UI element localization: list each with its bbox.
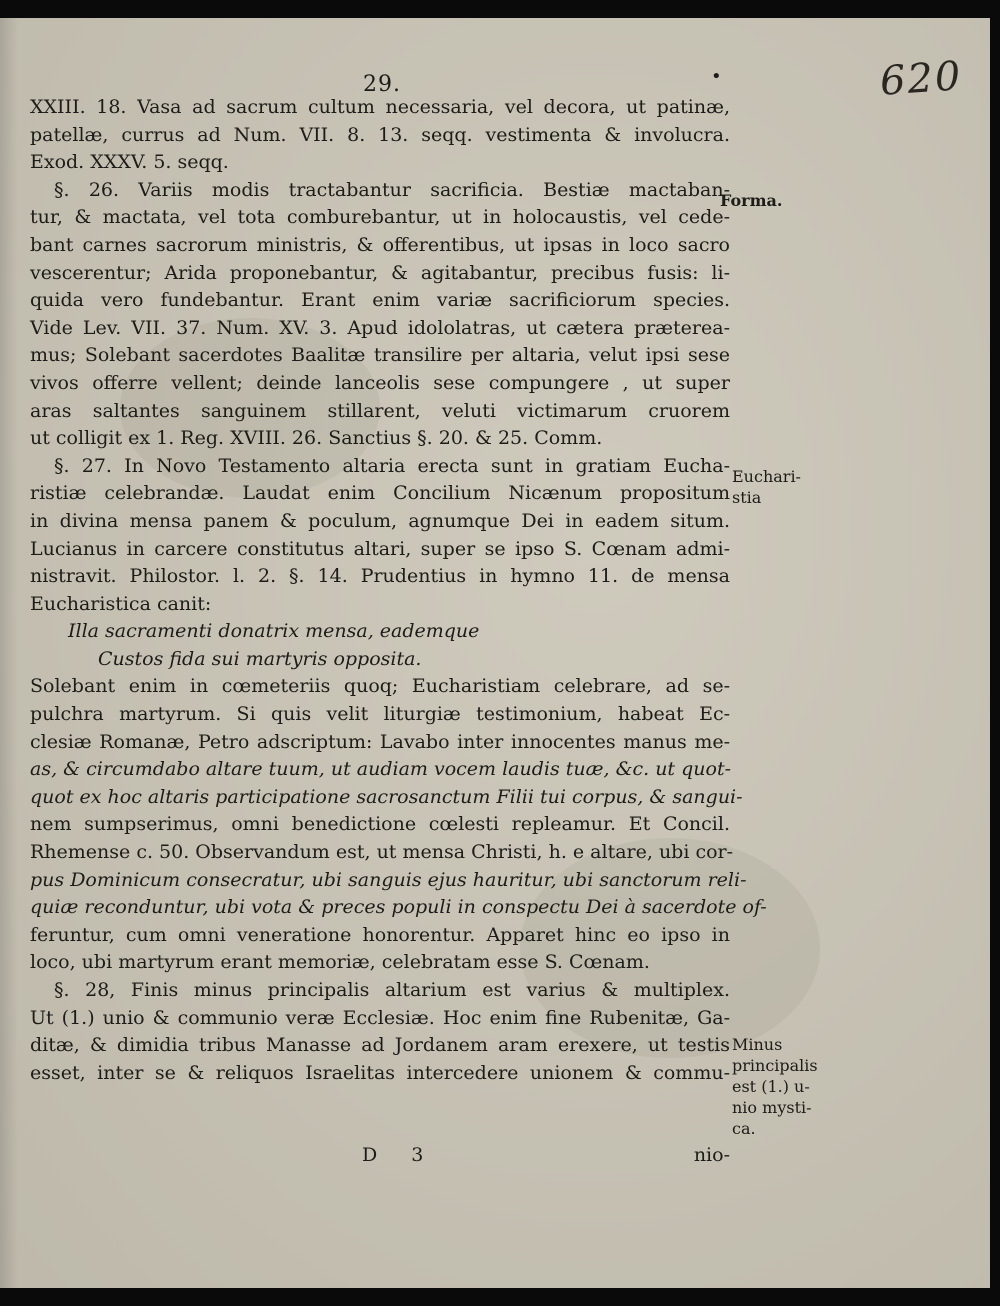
text-line: esset, inter se & reliquos Israelitas intercedere unionem & commu- xyxy=(30,1061,730,1084)
marginal-line: ca. xyxy=(732,1119,756,1138)
marginal-line: principalis xyxy=(732,1056,818,1075)
catchword: nio- xyxy=(693,1144,730,1166)
marginal-line: Minus xyxy=(732,1035,783,1054)
marginal-note-forma: Forma. xyxy=(720,191,783,210)
text-line: §. 28, Finis minus principalis altarium est varius & multiplex. xyxy=(54,979,730,1001)
text-line: Solebant enim in cœmeteriis quoq; Eucharistiam celebrare, ad se- xyxy=(30,675,730,698)
text-line: aras saltantes sanguinem stillarent, veluti victimarum cruorem xyxy=(30,399,730,422)
marginal-note-minus xyxy=(732,1034,818,1139)
text-line: nistravit. Philostor. l. 2. §. 14. Prudentius in hymno 11. de mensa xyxy=(30,565,730,588)
text-line: bant carnes sacrorum ministris, & offerentibus, ut ipsas in loco sacro xyxy=(30,233,730,256)
text-line: quot ex hoc altaris participatione sacrosanctum Filii tui corpus, & sangui- xyxy=(30,785,743,808)
text-line: Vide Lev. VII. 37. Num. XV. 3. Apud idololatras, ut cætera præterea- xyxy=(30,316,730,339)
text-line: as, & circumdabo altare tuum, ut audiam vocem laudis tuæ, &c. ut quot- xyxy=(30,758,732,781)
text-line: ristiæ celebrandæ. Laudat enim Concilium Nicænum propositum xyxy=(30,482,730,505)
text-line: ut colligit ex 1. Reg. XVIII. 26. Sanctius §. 20. & 25. Comm. xyxy=(30,427,603,450)
text-line: Rhemense c. 50. Observandum est, ut mensa Christi, h. e altare, ubi cor- xyxy=(30,841,734,864)
text-line: Exod. XXXV. 5. seqq. xyxy=(30,151,229,174)
text-line: nem sumpserimus, omni benedictione cœlesti repleamur. Et Concil. xyxy=(30,813,730,836)
text-line: §. 26. Variis modis tractabantur sacrificia. Bestiæ mactaban- xyxy=(54,178,730,201)
page-footer xyxy=(30,1144,730,1174)
text-line: quida vero fundebantur. Erant enim variæ sacrificiorum species. xyxy=(30,289,730,312)
text-line: Eucharistica canit: xyxy=(30,592,212,615)
text-line: patellæ, currus ad Num. VII. 8. 13. seqq. vestimenta & involucra. xyxy=(30,123,730,146)
text-line: tur, & mactata, vel tota comburebantur, ut in holocaustis, vel cede- xyxy=(30,206,730,229)
text-line: Ut (1.) unio & communio veræ Ecclesiæ. Hoc enim fine Rubenitæ, Ga- xyxy=(30,1006,730,1029)
verse-line: Illa sacramenti donatrix mensa, eademque xyxy=(68,620,480,643)
book-page xyxy=(0,18,990,1288)
text-line: ditæ, & dimidia tribus Manasse ad Jordanem aram erexere, ut testis xyxy=(30,1034,730,1057)
text-line: pulchra martyrum. Si quis velit liturgiæ testimonium, habeat Ec- xyxy=(30,703,730,726)
page-number: 29. xyxy=(363,72,401,97)
text-line: feruntur, cum omni veneratione honorentur. Apparet hinc eo ipso in xyxy=(30,923,730,946)
text-line: Lucianus in carcere constitutus altari, super se ipso S. Cœnam admi- xyxy=(30,537,730,560)
marginal-line: Euchari- xyxy=(732,467,801,486)
marginal-line: nio mysti- xyxy=(732,1098,812,1117)
text-line: XXIII. 18. Vasa ad sacrum cultum necessaria, vel decora, ut patinæ, xyxy=(30,96,730,118)
handwritten-folio: 620 xyxy=(878,53,964,105)
top-mark: • xyxy=(711,66,722,87)
marginal-line: est (1.) u- xyxy=(732,1077,810,1096)
text-line: quiæ reconduntur, ubi vota & preces populi in conspectu Dei à sacerdote of- xyxy=(30,896,767,919)
text-line: clesiæ Romanæ, Petro adscriptum: Lavabo inter innocentes manus me- xyxy=(30,730,730,753)
text-line: loco, ubi martyrum erant memoriæ, celebratam esse S. Cœnam. xyxy=(30,951,650,974)
text-line: pus Dominicum consecratur, ubi sanguis ejus hauritur, ubi sanctorum reli- xyxy=(30,868,747,891)
verse-line: Custos fida sui martyris opposita. xyxy=(98,647,422,670)
text-line: vescerentur; Arida proponebantur, & agitabantur, precibus fusis: li- xyxy=(30,261,730,284)
text-line: vivos offerre vellent; deinde lanceolis sese compungere , ut super xyxy=(30,371,730,394)
marginal-line: stia xyxy=(732,488,762,507)
text-line: §. 27. In Novo Testamento altaria erecta sunt in gratiam Eucha- xyxy=(54,454,730,477)
text-line: mus; Solebant sacerdotes Baalitæ transilire per altaria, velut ipsi sese xyxy=(30,344,730,367)
signature-mark: D 3 xyxy=(362,1144,438,1166)
marginal-note-eucharistia xyxy=(732,466,801,508)
text-line: in divina mensa panem & poculum, agnumque Dei in eadem situm. xyxy=(30,509,730,532)
